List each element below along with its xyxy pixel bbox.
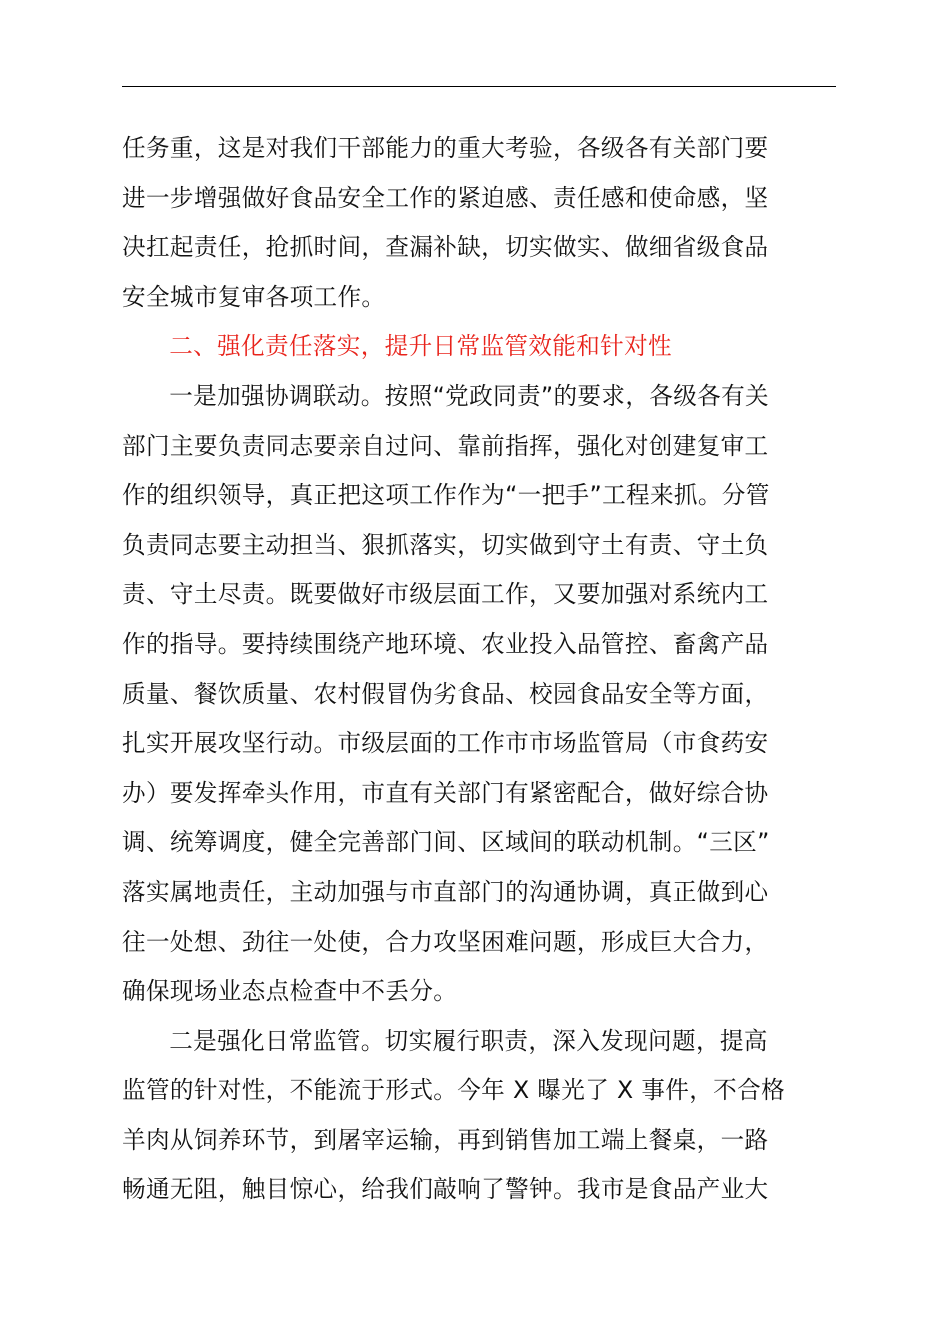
paragraph-daily-supervision [122, 1017, 838, 1215]
text-line: 作的指导。要持续围绕产地环境、农业投入品管控、畜禽产品 [122, 629, 769, 658]
text-line: 调、统筹调度，健全完善部门间、区域间的联动机制。“三区” [122, 828, 770, 857]
text-line: 质量、餐饮质量、农村假冒伪劣食品、校园食品安全等方面， [122, 679, 769, 708]
text-line: 确保现场业态点检查中不丢分。 [122, 977, 458, 1006]
text-line: 扎实开展攻坚行动。市级层面的工作市市场监管局（市食药安 [122, 729, 769, 758]
text-line: 任务重，这是对我们干部能力的重大考验，各级各有关部门要 [122, 134, 769, 162]
text-line: 责、守土尽责。既要做好市级层面工作，又要加强对系统内工 [122, 580, 769, 609]
text-line: 办）要发挥牵头作用，市直有关部门有紧密配合，做好综合协 [122, 778, 769, 807]
text-line: 部门主要负责同志要亲自过问、靠前指挥，强化对创建复审工 [122, 431, 769, 460]
text-line: 进一步增强做好食品安全工作的紧迫感、责任感和使命感，坚 [122, 183, 769, 212]
text-line: 安全城市复审各项工作。 [122, 282, 386, 311]
document-body [122, 124, 838, 1215]
text-line: 决扛起责任，抢抓时间，查漏补缺，切实做实、做细省级食品 [122, 233, 769, 262]
text-line: 二是强化日常监管。切实履行职责，深入发现问题，提高 [169, 1026, 768, 1055]
text-line: 往一处想、劲往一处使，合力攻坚困难问题，形成巨大合力， [122, 927, 769, 956]
text-line: 畅通无阻，触目惊心，给我们敲响了警钟。我市是食品产业大 [122, 1175, 769, 1204]
section-heading [122, 322, 838, 372]
paragraph-coordination [122, 372, 838, 1017]
text-line: 负责同志要主动担当、狠抓落实，切实做到守土有责、守土负 [122, 530, 769, 559]
text-line: 羊肉从饲养环节，到屠宰运输，再到销售加工端上餐桌，一路 [122, 1125, 769, 1154]
text-line: 监管的针对性，不能流于形式。今年 X 曝光了 X 事件，不合格 [122, 1076, 786, 1105]
text-line: 一是加强协调联动。按照“党政同责”的要求，各级各有关 [169, 381, 769, 410]
heading-line: 二、强化责任落实，提升日常监管效能和针对性 [169, 332, 673, 361]
text-line: 落实属地责任，主动加强与市直部门的沟通协调，真正做到心 [122, 877, 769, 906]
header-rule [122, 86, 836, 87]
paragraph-continuation [122, 124, 838, 322]
text-line: 作的组织领导，真正把这项工作作为“一把手”工程来抓。分管 [122, 481, 770, 510]
